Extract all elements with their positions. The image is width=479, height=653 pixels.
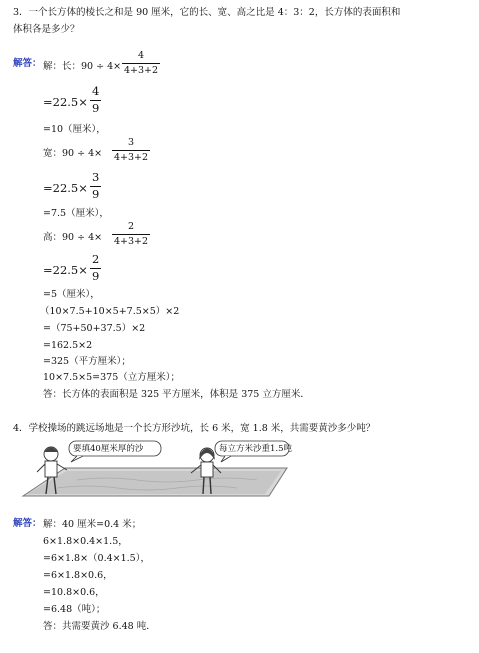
q4-step5: =10.8×0.6， [43,587,105,598]
q3-title-line2: 体积各是多少？ [13,24,80,35]
q4-title: 4．学校操场的跳远场地是一个长方形沙坑，长 6 米，宽 1.8 米，共需要黄沙多少吨？ [13,423,376,434]
q3-conclusion: 答：长方体的表面积是 325 平方厘米，体积是 375 立方厘米． [43,389,310,400]
q3-width-result: =7.5（厘米）， [43,208,109,219]
speech-bubble-left: 要填40厘米厚的沙 [73,444,144,454]
fraction-4-over-sum [122,51,160,75]
q4-step1: 解：40 厘米=0.4 米； [43,519,142,530]
q3-surface-step3: =162.5×2 [43,340,93,351]
fraction-numerator: 4 [92,84,100,98]
q3-length-result: =10（厘米）， [43,124,106,135]
q3-height-result: =5（厘米）， [43,289,100,300]
fraction-numerator: 2 [128,221,135,232]
fraction-denominator: 9 [92,268,100,283]
q3-title-line1: 3．一个长方体的棱长之和是 90 厘米，它的长、宽、高之比是 4：3：2，长方体的表面积和 [13,7,401,18]
fraction-numerator: 3 [92,170,100,184]
q3-answer-tag: 解答： [13,58,42,69]
q3-surface-step1: （10×7.5+10×5+7.5×5）×2 [40,306,180,317]
fraction-denominator: 4+3+2 [124,64,159,76]
fraction-denominator: 4+3+2 [114,235,149,247]
q3-surface-step4: =325（平方厘米）； [43,356,131,367]
fraction-4-over-9 [90,86,101,114]
q3-volume-step: 10×7.5×5=375（立方厘米）； [43,372,181,383]
q3-width-expr: 宽：90 ÷ 4× [43,148,103,159]
q3-length-mul: =22.5× [43,95,88,109]
fraction-denominator: 9 [92,100,100,115]
q3-height-expr: 高：90 ÷ 4× [43,232,103,243]
q4-answer-tag: 解答： [13,518,42,529]
fraction-2-over-sum [112,222,150,246]
speech-bubble-right: 每立方米沙重1.5吨 [219,444,293,454]
fraction-denominator: 4+3+2 [114,151,149,163]
q4-step4: =6×1.8×0.6， [43,570,113,581]
q4-step3: =6×1.8×（0.4×1.5）， [43,553,150,564]
fraction-numerator: 4 [138,50,145,61]
fraction-2-over-9 [90,254,101,282]
q4-step6: =6.48（吨）； [43,604,106,615]
fraction-numerator: 3 [128,137,135,148]
q3-surface-step2: =（75+50+37.5）×2 [43,323,146,334]
q4-step2: 6×1.8×0.4×1.5， [43,536,128,547]
q4-conclusion: 答：共需要黄沙 6.48 吨． [43,621,156,632]
fraction-numerator: 2 [92,252,100,266]
q3-width-mul: =22.5× [43,181,88,195]
fraction-denominator: 9 [92,186,100,201]
q3-length-expr: 解：长：90 ÷ 4× [43,61,122,72]
fraction-3-over-9 [90,172,101,200]
q3-height-mul: =22.5× [43,263,88,277]
fraction-3-over-sum [112,138,150,162]
